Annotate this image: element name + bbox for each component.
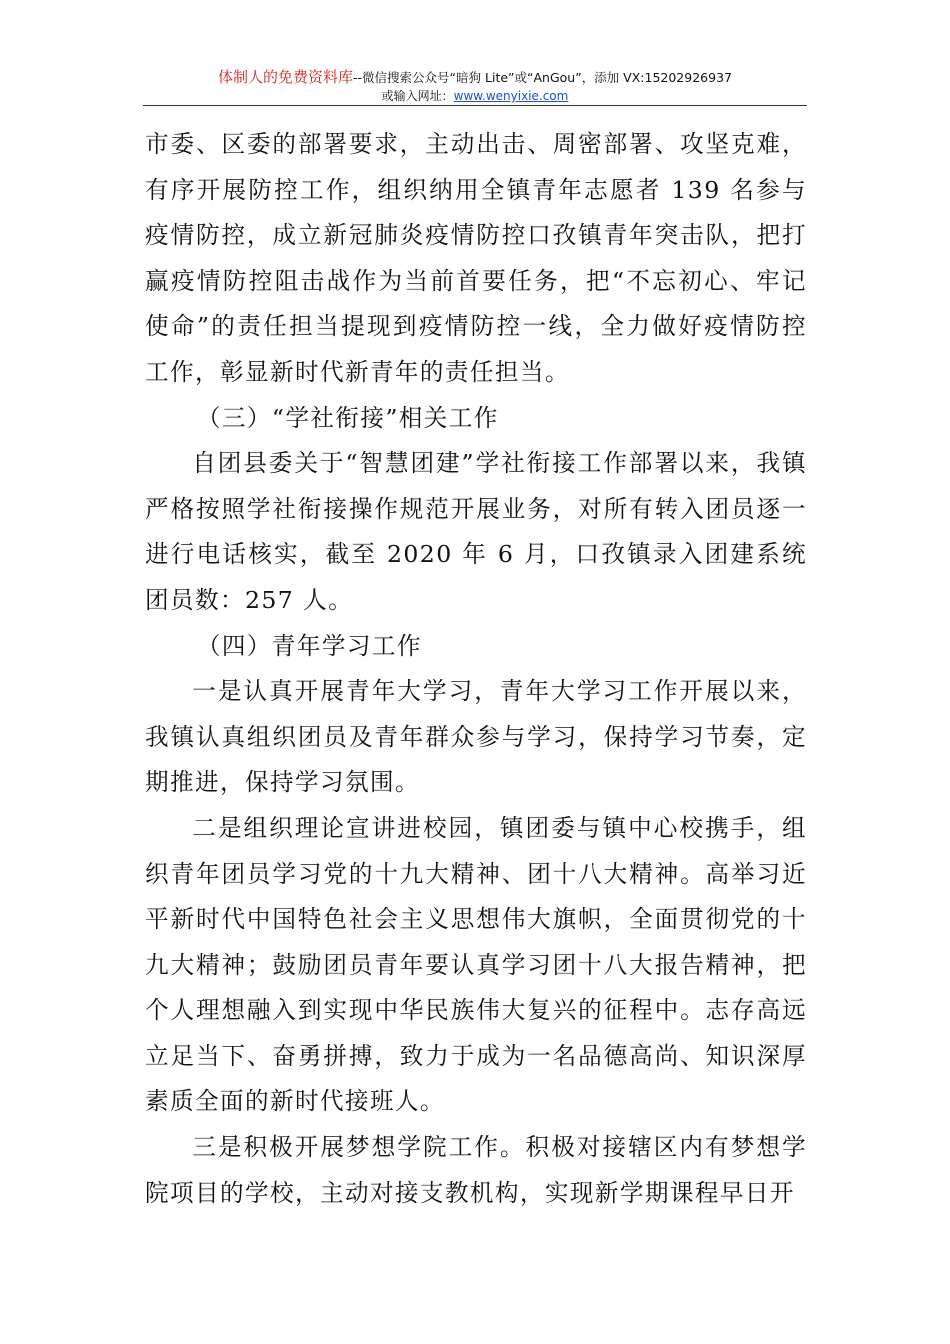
paragraph: 三是积极开展梦想学院工作。积极对接辖区内有梦想学院项目的学校，主动对接支教机构，实现新学期课程早日开 [145, 1133, 807, 1207]
url-label: 或输入网址： [381, 89, 454, 103]
header-note: --微信搜索公众号“暗狗 Lite”或“AnGou”，添加 VX:15202926937 [353, 70, 732, 85]
paragraph: 自团县委关于“智慧团建”学社衔接工作部署以来，我镇严格按照学社衔接操作规范开展业务，对所有转入团员逐一进行电话核实，截至 2020 年 6 月，口孜镇录入团建系统团员数：257 人。 [145, 449, 807, 614]
page-header [143, 66, 807, 103]
document-body [145, 122, 807, 1216]
header-divider [143, 105, 807, 106]
section-heading-4: （四）青年学习工作 [196, 631, 422, 660]
paragraph: 二是组织理论宣讲进校园，镇团委与镇中心校携手，组织青年团员学习党的十九大精神、团十八大精神。高举习近平新时代中国特色社会主义思想伟大旗帜，全面贯彻党的十九大精神；鼓励团员青年要认真学习团十八大报告精神，把个人理想融入到实现中华民族伟大复兴的征程中。志存高远立足当下、奋勇拼搏，致力于成为一名品德高尚、知识深厚素质全面的新时代接班人。 [145, 813, 807, 1116]
website-link[interactable]: www.wenyixie.com [453, 89, 569, 103]
paragraph: 一是认真开展青年大学习，青年大学习工作开展以来，我镇认真组织团员及青年群众参与学习，保持学习节奏，定期推进，保持学习氛围。 [145, 677, 807, 797]
paragraph-continuation: 市委、区委的部署要求，主动出击、周密部署、攻坚克难，有序开展防控工作，组织纳用全镇青年志愿者 139 名参与疫情防控，成立新冠肺炎疫情防控口孜镇青年突击队，把打赢疫情防控阻击战作为当前首要任务，把“不忘初心、牢记使命”的责任担当提现到疫情防控一线，全力做好疫情防控工作，彰显新时代新青年的责任担当。 [145, 130, 807, 386]
header-line [143, 66, 807, 89]
brand-title: 体制人的免费资料库 [218, 68, 354, 86]
header-url-line [143, 89, 807, 103]
section-heading-3: （三）“学社衔接”相关工作 [196, 403, 499, 432]
